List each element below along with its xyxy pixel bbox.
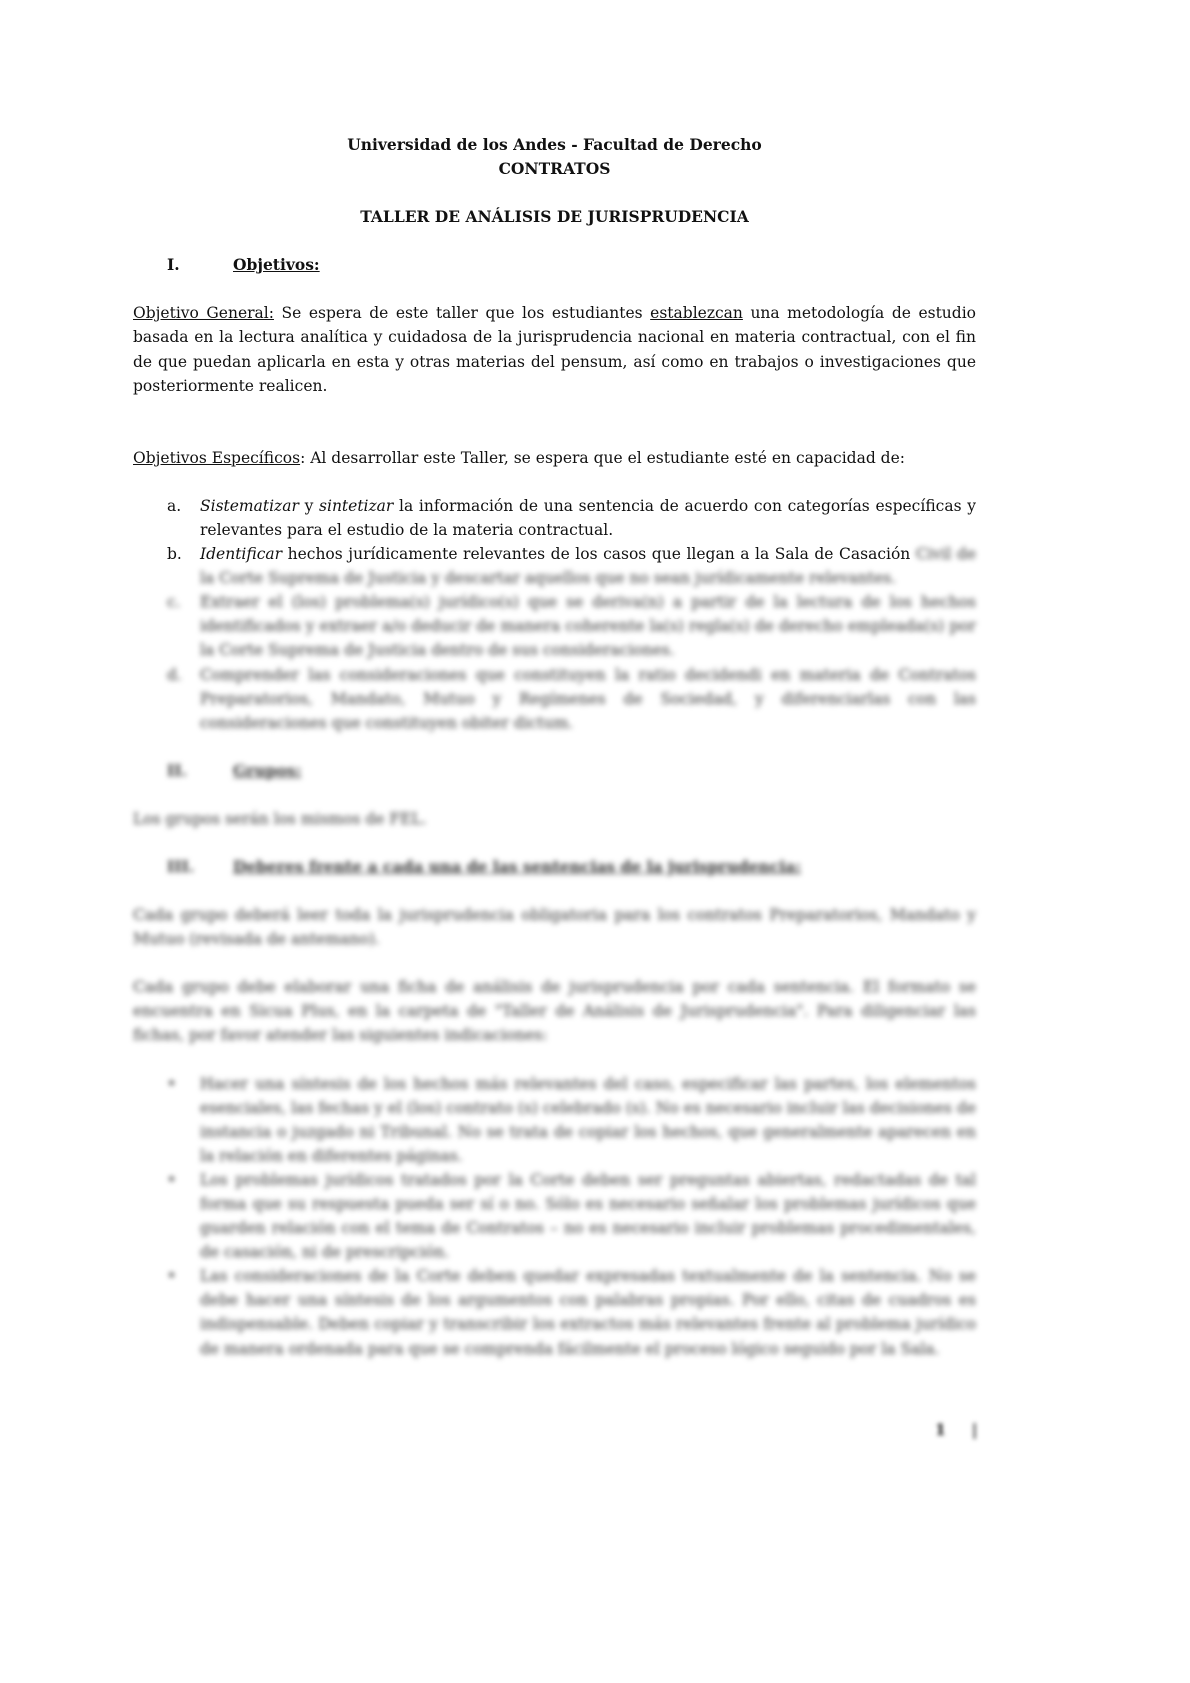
page-number <box>935 1420 977 1439</box>
paragraph: Cada grupo deberá leer toda la jurisprudencia obligatoria para los contratos Preparatorios, Mandato y Mutuo (revisada de antemano). <box>133 906 976 949</box>
paragraph: Cada grupo debe elaborar una ficha de análisis de jurisprudencia por cada sentencia. El formato se encuentra en Sicua Plus, en la carpeta de "Taller de Análisis de Jurisprudencia". Para diligenciar las fichas, por favor atender las siguientes indicaciones: <box>133 978 976 1045</box>
text: Los problemas jurídicos tratados por la Corte deben ser preguntas abiertas, redactadas de tal forma que su respuesta pueda ser sí o no. Sólo es necesario señalar los problemas jurídicos que guarden relación con el tema de Contratos – no es necesario incluir problemas procedimentales, de casación, ni de prescripción. <box>200 1170 976 1262</box>
marker: d. <box>167 665 182 684</box>
bullet-item <box>133 1072 976 1168</box>
marker: c. <box>167 593 181 612</box>
marker: a. <box>167 496 182 515</box>
text: y <box>298 496 320 515</box>
verb: sintetizar <box>319 496 394 515</box>
text: hechos jurídicamente relevantes de los casos que llegan a la Sala de Casación <box>282 545 911 564</box>
text: : Al desarrollar este Taller, se espera que el estudiante esté en capacidad de: <box>300 448 905 467</box>
text: Comprender las consideraciones que constituyen la ratio decidendi en materia de Contratos Preparatorios, Mandato, Mutuo y Regímenes de Sociedad, y diferenciarlas con las consideraciones que constituyen obiter dictum. <box>200 665 976 732</box>
bullet: • <box>167 1074 177 1093</box>
text: la información de una sentencia de acuerdo con categorías específicas y relevantes para el estudio de la materia contractual. <box>200 496 976 539</box>
text: Extraer el (los) problema(s) jurídico(s) que se deriva(n) a partir de la lectura de los hechos identificados y extraer a/o deducir de manera coherente la(s) regla(s) de derecho empleada(s) por la Corte Suprema de Justicia dentro de sus consideraciones. <box>200 593 976 660</box>
university-line: Universidad de los Andes - Facultad de Derecho <box>347 135 762 154</box>
bullet-item <box>133 1264 976 1360</box>
list-item <box>133 494 976 542</box>
groups-text: Los grupos serán los mismos de FEL. <box>133 809 427 828</box>
section-title: Objetivos: <box>233 255 320 275</box>
section-heading-grupos <box>133 759 976 783</box>
document-title: TALLER DE ANÁLISIS DE JURISPRUDENCIA <box>360 207 749 227</box>
section-title: Grupos: <box>233 760 302 780</box>
specific-objectives <box>133 446 976 470</box>
text: una metodología de estudio basada en la lectura analítica y cuidadosa de la jurisprudencia nacional en materia contractual, con el fin de que puedan aplicarla en esta y otras materias del pensum, así como en trabajos o investigaciones que posteriormente realicen. <box>133 304 976 395</box>
text: Hacer una síntesis de los hechos más relevantes del caso, especificar las partes, los elementos esenciales, las fechas y el (los) contrato (s) celebrado (s). No es necesario incluir las decisiones de instancia o juzgado ni Tribunal. No se trata de copiar los hechos, que generalmente aparecen en la relación en diferentes páginas. <box>200 1074 976 1165</box>
general-objective <box>133 301 976 397</box>
section-heading-objetivos <box>133 253 976 277</box>
list-item <box>133 542 976 590</box>
verb: Sistematizar <box>200 496 299 515</box>
text: Se espera de este taller que los estudiantes <box>273 304 651 323</box>
list-item <box>133 663 976 735</box>
page-number-mark: | <box>971 1420 978 1439</box>
document-page <box>133 133 976 1361</box>
page-number-text: 1 <box>935 1420 946 1439</box>
course-line: CONTRATOS <box>498 159 611 179</box>
list-item <box>133 590 976 662</box>
bullet: • <box>167 1267 177 1286</box>
section-heading-deberes <box>133 855 976 879</box>
section-title: Deberes frente a cada una de las sentencias de la jurisprudencia: <box>233 856 801 876</box>
section-number: I. <box>167 255 180 275</box>
label: Objetivo General: <box>133 304 274 323</box>
label: Objetivos Específicos <box>133 448 301 467</box>
blurred-text: Civil de la Corte Suprema de Justicia y descartar aquellos que no sean jurídicamente relevantes. <box>200 545 976 588</box>
marker: b. <box>167 545 182 564</box>
section-number: III. <box>167 856 195 876</box>
bullet-item <box>133 1168 976 1264</box>
section-number: II. <box>167 760 187 780</box>
bullet: • <box>167 1170 177 1189</box>
text: Las consideraciones de la Corte deben quedar expresadas textualmente de la sentencia. No se debe hacer una síntesis de los argumentos con palabras propias. Por ello, citas de cuadros es indispensable. Deben copiar y transcribir los extractos más relevantes frente al problema jurídico de manera ordenada para que se comprenda fácilmente el proceso lógico seguido por la Sala. <box>200 1267 976 1358</box>
verb: Identificar <box>200 545 283 564</box>
emph: establezcan <box>650 304 743 323</box>
